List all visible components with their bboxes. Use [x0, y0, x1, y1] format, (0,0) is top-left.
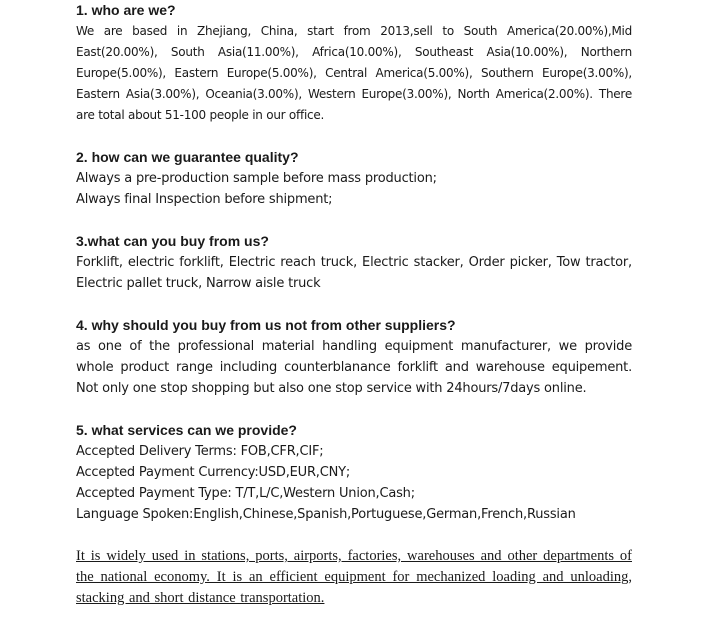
question-heading: 3.what can you buy from us? [76, 233, 269, 249]
question-heading: 1. who are we? [76, 2, 176, 18]
answer-paragraph: We are based in Zhejiang, China, start from 2013,sell to South America(20.00%),Mid East(20.00%), South Asia(11.00%), Africa(10.00%), Southeast Asia(10.00%), Northern Europe(5.00%), Eastern Europe(5.00%), Central America(5.00%), Southern Europe(3.00%), Eastern Asia(3.00%), Oceania(3.00%), Western Europe(3.00%), North America(2.00%). There are total about 51-100 people in our office. [76, 24, 632, 122]
faq-document [76, 0, 632, 609]
question-heading: 2. how can we guarantee quality? [76, 149, 299, 165]
section-why-us [76, 315, 632, 399]
section-quality [76, 147, 632, 210]
answer-paragraph: Forklift, electric forklift, Electric reach truck, Electric stacker, Order picker, Tow tractor, Electric pallet truck, Narrow aisle truck [76, 255, 632, 291]
answer-line: Language Spoken:English,Chinese,Spanish,Portuguese,German,French,Russian [76, 507, 576, 522]
section-products [76, 231, 632, 294]
answer-line: Always a pre-production sample before mass production; [76, 171, 437, 186]
question-heading: 4. why should you buy from us not from other suppliers? [76, 317, 456, 333]
answer-paragraph: as one of the professional material handling equipment manufacturer, we provide whole product range including counterblanance forklift and warehouse equipement. Not only one stop shopping but also one stop service with 24hours/7days online. [76, 339, 632, 396]
answer-line: Always final Inspection before shipment; [76, 192, 333, 207]
usage-note: It is widely used in stations, ports, airports, factories, warehouses and other departments of the national economy. It is an efficient equipment for mechanized loading and unloading, stacking and short distance transportation. [76, 548, 632, 606]
section-who-are-we [76, 0, 632, 126]
section-services [76, 420, 632, 525]
question-heading: 5. what services can we provide? [76, 422, 297, 438]
answer-line: Accepted Payment Currency:USD,EUR,CNY; [76, 465, 351, 480]
answer-line: Accepted Delivery Terms: FOB,CFR,CIF; [76, 444, 324, 459]
answer-line: Accepted Payment Type: T/T,L/C,Western Union,Cash; [76, 486, 415, 501]
